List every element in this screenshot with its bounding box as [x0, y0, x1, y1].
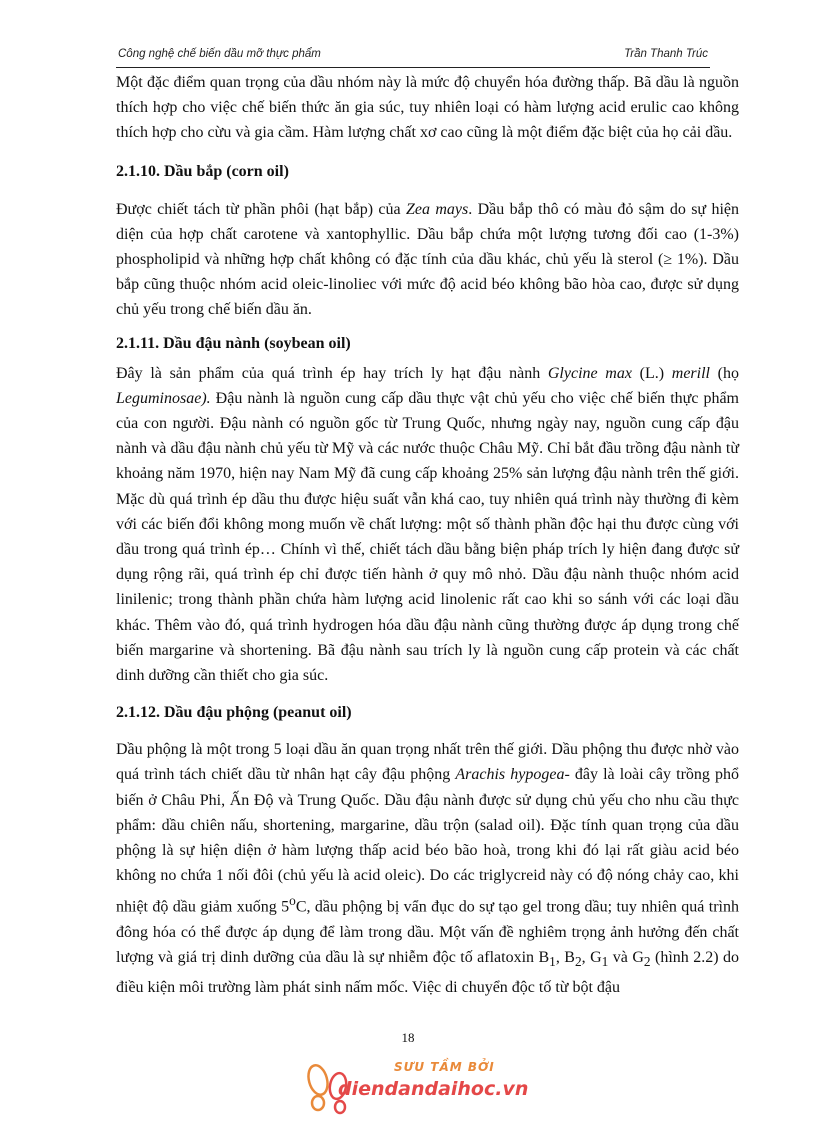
heading-soybean-oil: 2.1.11. Dầu đậu nành (soybean oil): [116, 334, 351, 352]
logo-tagline: SƯU TẦM BỞI: [394, 1060, 495, 1074]
species-name: Glycine max: [547, 364, 632, 382]
page-header: [116, 45, 710, 68]
paragraph-rapeseed-oil: Một đặc điểm quan trọng của dầu nhóm này là mức độ chuyển hóa đường thấp. Bã dầu là nguồn thích hợp cho việc chế biến thức ăn gia súc, tuy nhiên loại có hàm lượng acid erulic cao không thích hợp cho cừu và gia cầm. Hàm lượng chất xơ cao cũng là một điểm đặc biệt của họ cải dầu.: [116, 74, 739, 142]
paragraph-corn-oil: Được chiết tách từ phần phôi (hạt bắp) của Zea mays. Dầu bắp thô có màu đỏ sậm do sự hiện diện của hợp chất carotene và xantophyllic. Dầu bắp chứa một lượng tương đối cao (1-3%) phospholipid và những hợp chất không có đặc tính của dầu khác, chủ yếu là sterol (≥ 1%). Dầu bắp cũng thuộc nhóm acid oleic-linoliec với mức độ acid béo không bão hòa cao, được sử dụng chủ yếu trong chế biến dầu ăn.: [116, 200, 740, 319]
paragraph-soybean-oil: Đây là sản phẩm của quá trình ép hay trích ly hạt đậu nành Glycine max (L.) merill (họ Leguminosae). Đậu nành là nguồn cung cấp dầu thực vật chủ yếu cho việc chế biến thực phẩm của con người. Đậu nành có nguồn gốc từ Trung Quốc, nhưng ngày nay, nguồn cung cấp đậu nành và dầu đậu nành chủ yếu từ Mỹ và các nước thuộc Châu Mỹ. Chỉ bắt đầu trồng đậu nành từ khoảng năm 1970, hiện nay Nam Mỹ đã cung cấp khoảng 25% sản lượng đậu nành trên thế giới. Mặc dù quá trình ép dầu thu được hiệu suất vẫn khá cao, tuy nhiên quá trình này thường đi kèm với các biến đổi không mong muốn về chất lượng: một số thành phần độc hại thu được cùng với dầu trong quá trình ép… Chính vì thế, chiết tách dầu bằng biện pháp trích ly hiện đang được sử dụng rộng rãi, quá trình ép chỉ được tiến hành ở quy mô nhỏ. Dầu đậu nành thuộc nhóm acid linilenic; trong thành phần chứa hàm lượng acid linolenic rất cao khi so sánh với các loại dầu khác. Thêm vào đó, quá trình hydrogen hóa dầu đậu nành cũng thường được áp dụng trong chế biến margarine và shortening. Bã đậu nành sau trích ly là nguồn cung cấp protein và các chất dinh dưỡng cần thiết cho gia súc.: [116, 364, 739, 685]
header-book-title: Công nghệ chế biến dầu mỡ thực phẩm: [118, 48, 321, 60]
footer-logo: [296, 1058, 556, 1118]
species-author: merill: [671, 364, 710, 382]
species-name: Zea mays: [406, 200, 469, 218]
family-name: Leguminosae).: [116, 389, 211, 407]
heading-peanut-oil: 2.1.12. Dầu đậu phộng (peanut oil): [116, 704, 352, 722]
page-number: 18: [401, 1030, 415, 1045]
header-author: Trần Thanh Trúc: [624, 48, 708, 60]
species-name: Arachis hypogea: [455, 766, 565, 784]
paragraph-peanut-oil: Dầu phộng là một trong 5 loại dầu ăn quan trọng nhất trên thế giới. Dầu phộng thu được nhờ vào quá trình tách chiết dầu từ nhân hạt cây đậu phộng Arachis hypogea- đây là loài cây trồng phổ biến ở Châu Phi, Ấn Độ và Trung Quốc. Dầu đậu nành được sử dụng chủ yếu cho nhu cầu thực phẩm: dầu chiên nấu, shortening, margarine, dầu trộn (salad oil). Đặc tính quan trọng của dầu phộng là sự hiện diện ở hàm lượng thấp acid béo bão hoà, trong khi đó lại rất giàu acid béo không no chứa 1 nối đôi (chủ yếu là acid oleic). Do các triglycreid này có độ nóng chảy cao, khi nhiệt độ dầu giảm xuống 5$^o$C, dầu phộng bị vẩn đục do sự tạo gel trong dầu; tuy nhiên quá trình đông hóa có thể được áp dụng để làm trong dầu. Một vấn đề nghiêm trọng ảnh hưởng đến chất lượng và giá trị dinh dưỡng của dầu là sự nhiễm độc tố aflatoxin $B_1$, $B_2$, $G_1$ và $G_2$ (hình 2.2) do điều kiện môi trường làm phát sinh nấm mốc. Việc di chuyển độc tố từ bột đậu: [116, 741, 740, 996]
logo-site-name: diendandaihoc.vn: [338, 1078, 529, 1100]
heading-corn-oil: 2.1.10. Dầu bắp (corn oil): [116, 162, 289, 180]
page-content: [116, 70, 739, 1000]
